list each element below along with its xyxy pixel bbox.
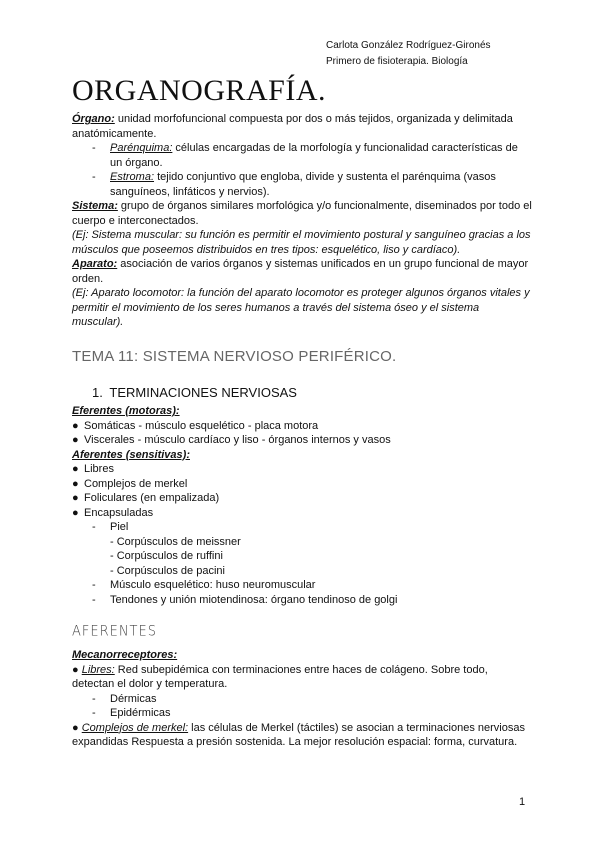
- tema-heading: TEMA 11: SISTEMA NERVIOSO PERIFÉRICO.: [72, 348, 397, 365]
- bullet-marker: ●: [72, 419, 79, 432]
- merkel-label: Complejos de merkel:: [81, 721, 189, 734]
- dash-marker: -: [92, 579, 96, 591]
- libres-label: Libres:: [81, 663, 115, 676]
- sistema-example: (Ej: Sistema muscular: su función es permitir el movimiento postural y sanguíneo gracias a los músculos que poseemos distribuidos en tres tipos: esquelético, liso y cardíaco).: [72, 229, 531, 256]
- list-item: [72, 491, 532, 506]
- dash-marker: -: [92, 707, 96, 719]
- definitions-block: [72, 112, 532, 330]
- bullet-marker: ●: [72, 492, 79, 504]
- organo-text: unidad morfofuncional compuesta por dos o más tejidos, organizada y delimitada anatómicamente.: [72, 113, 513, 140]
- sub-list-item-text: Músculo esquelético: huso neuromuscular: [110, 579, 316, 591]
- aparato-example: (Ej: Aparato locomotor: la función del aparato locomotor es proteger algunos órganos vitales y permitir el movimiento de los seres humanos a través del sistema óseo y el sistema muscular).: [72, 287, 530, 328]
- section-title: TERMINACIONES NERVIOSAS: [109, 385, 297, 400]
- bullet-marker: ●: [72, 663, 79, 676]
- list-item-text: Complejos de merkel: [84, 477, 188, 490]
- page-title: ORGANOGRAFÍA.: [72, 74, 327, 107]
- list-item-text: Viscerales - músculo cardíaco y liso - órganos internos y vasos: [84, 434, 391, 446]
- sub-list-item: [72, 706, 532, 721]
- libres-paragraph: [72, 663, 532, 692]
- bullet-marker: ●: [72, 721, 79, 734]
- bullet-marker: ●: [72, 506, 79, 519]
- libres-text: Red subepidémica con terminaciones entre haces de colágeno. Sobre todo, detectan el dolor y temperatura.: [72, 663, 488, 690]
- corpusculo-item: - Corpúsculos de ruffini: [110, 550, 223, 562]
- aferentes-label: Aferentes (sensitivas):: [72, 448, 190, 461]
- list-item-text: Libres: [84, 463, 114, 475]
- list-item: [72, 462, 532, 477]
- header-author-block: [326, 38, 491, 70]
- estroma-label: Estroma:: [110, 171, 155, 183]
- parenquima-item: [72, 141, 532, 170]
- terminaciones-block: [72, 404, 532, 607]
- bullet-marker: ●: [72, 463, 79, 475]
- sub-list-item-text: Tendones y unión miotendinosa: órgano tendinoso de golgi: [110, 593, 398, 606]
- sistema-text: grupo de órganos similares morfológica y/o funcionalmente, diseminados por todo el cuerpo e interconectados.: [72, 200, 532, 227]
- parenquima-label: Parénquima:: [110, 142, 173, 154]
- author-name: Carlota González Rodríguez-Gironés: [326, 40, 491, 51]
- aparato-definition: [72, 257, 532, 286]
- dash-marker: -: [92, 521, 96, 533]
- list-item-text: Foliculares (en empalizada): [84, 492, 220, 504]
- list-item: [72, 433, 532, 448]
- mecanorreceptores-block: [72, 648, 532, 750]
- merkel-text: las células de Merkel (táctiles) se asocian a terminaciones nerviosas expandidas Respuesta a presión sostenida. La mejor resolución espacial: forma, curvatura.: [72, 721, 525, 748]
- section-heading: [92, 385, 297, 400]
- dash-marker: -: [92, 593, 96, 606]
- organo-label: Órgano:: [72, 113, 115, 125]
- page-number: 1: [519, 796, 526, 808]
- aparato-label: Aparato:: [72, 258, 118, 270]
- organo-definition: [72, 112, 532, 141]
- sub-list-item-text: Epidérmicas: [110, 707, 171, 719]
- course-name: Primero de fisioterapia. Biología: [326, 56, 468, 67]
- estroma-item: [72, 170, 532, 199]
- bullet-marker: ●: [72, 434, 79, 446]
- parenquima-text: células encargadas de la morfología y funcionalidad características de un órgano.: [110, 142, 518, 169]
- corpusculo-item: - Corpúsculos de pacini: [110, 564, 225, 577]
- dash-marker: -: [92, 171, 96, 183]
- list-item-text: Somáticas - músculo esquelético - placa motora: [84, 419, 319, 432]
- dash-marker: -: [92, 142, 96, 154]
- sistema-label: Sistema:: [72, 200, 118, 212]
- sub-list-item: [72, 578, 532, 593]
- bullet-marker: ●: [72, 477, 79, 490]
- sub-list-item: [72, 520, 532, 535]
- sistema-definition: [72, 199, 532, 228]
- list-item: [72, 506, 532, 521]
- mecano-label: Mecanorreceptores:: [72, 649, 178, 661]
- list-item-text: Encapsuladas: [84, 506, 154, 519]
- sub-list-item: [72, 593, 532, 608]
- list-item: [72, 419, 532, 434]
- list-item: [72, 477, 532, 492]
- eferentes-label: Eferentes (motoras):: [72, 405, 180, 417]
- aferentes-heading: AFERENTES: [72, 623, 157, 640]
- aparato-text: asociación de varios órganos y sistemas unificados en un grupo funcional de mayor orden.: [72, 258, 529, 285]
- section-number: 1.: [92, 385, 103, 400]
- corpusculo-item: - Corpúsculos de meissner: [110, 535, 241, 548]
- estroma-text: tejido conjuntivo que engloba, divide y sustenta el parénquima (vasos sanguíneos, linfáticos y nervios).: [110, 171, 496, 198]
- sub-list-item-text: Piel: [110, 521, 129, 533]
- sub-list-item: [72, 692, 532, 707]
- merkel-paragraph: [72, 721, 532, 750]
- dash-marker: -: [92, 692, 96, 705]
- sub-list-item-text: Dérmicas: [110, 692, 157, 705]
